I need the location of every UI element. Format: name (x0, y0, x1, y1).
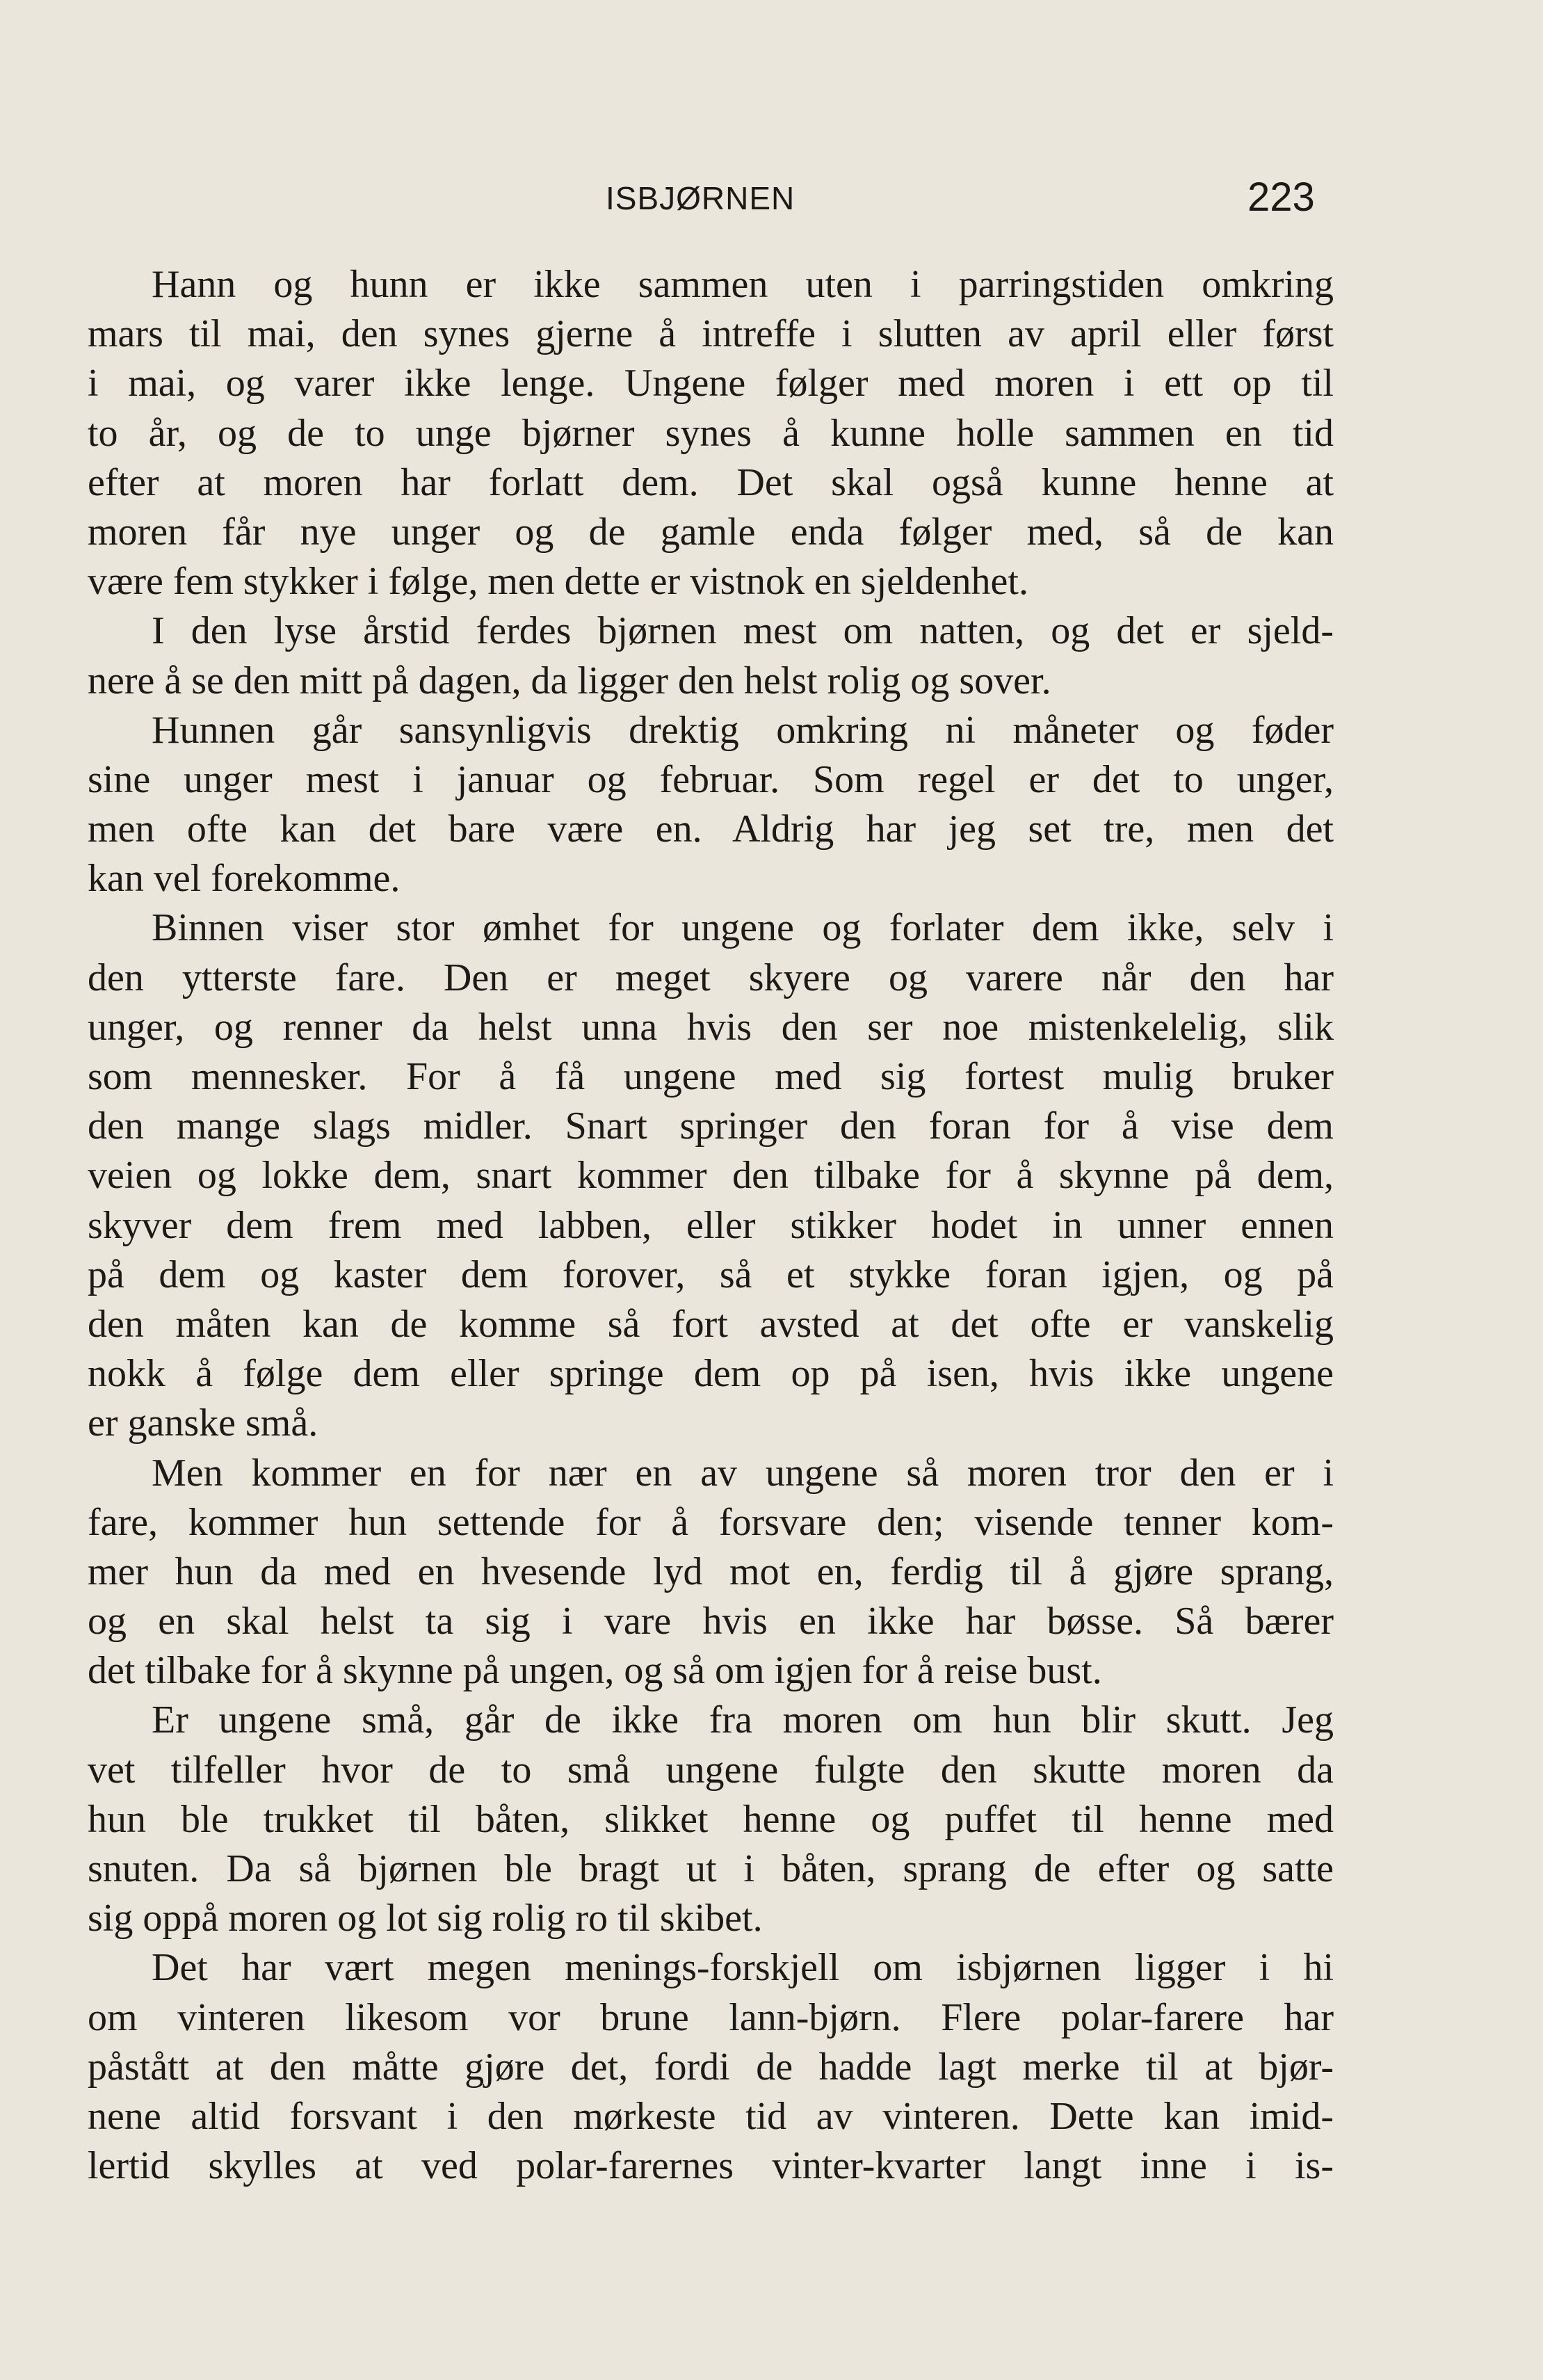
text-line: mars til mai, den synes gjerne å intreffe i slutten av april eller først (88, 312, 1334, 356)
text-line: unger, og renner da helst unna hvis den ser noe mistenkelelig, slik (88, 1005, 1334, 1049)
text-line: veien og lokke dem, snart kommer den tilbake for å skynne på dem, (88, 1154, 1334, 1198)
text-line: sine unger mest i januar og februar. Som regel er det to unger, (88, 757, 1334, 801)
text-line: nere å se den mitt på dagen, da ligger den helst rolig og sover. (88, 659, 1051, 702)
text-line: hun ble trukket til båten, slikket henne og puffet til henne med (88, 1797, 1334, 1841)
text-line: nene altid forsvant i den mørkeste tid av vinteren. Dette kan imid- (88, 2094, 1334, 2138)
page-number: 223 (1247, 175, 1315, 220)
text-line: i mai, og varer ikke lenge. Ungene følger med moren i ett op til (88, 362, 1334, 405)
text-line: skyver dem frem med labben, eller stikker hodet in unner ennen (88, 1203, 1334, 1247)
text-line: på dem og kaster dem forover, så et stykke foran igjen, og på (88, 1253, 1334, 1296)
text-line: Er ungene små, går de ikke fra moren om hun blir skutt. Jeg (152, 1698, 1334, 1742)
text-line: Hann og hunn er ikke sammen uten i parringstiden omkring (152, 263, 1334, 306)
text-line: kan vel forekomme. (88, 857, 401, 901)
text-line: den mange slags midler. Snart springer den foran for å vise dem (88, 1104, 1334, 1148)
text-line: om vinteren likesom vor brune lann-bjørn. Flere polar-farere har (88, 1995, 1334, 2039)
text-line: sig oppå moren og lot sig rolig ro til skibet. (88, 1897, 763, 1940)
text-line: mer hun da med en hvesende lyd mot en, ferdig til å gjøre sprang, (88, 1550, 1334, 1593)
text-line: påstått at den måtte gjøre det, fordi de hadde lagt merke til at bjør- (88, 2045, 1334, 2089)
text-line: Men kommer en for nær en av ungene så moren tror den er i (152, 1451, 1334, 1495)
text-line: Det har vært megen menings-forskjell om isbjørnen ligger i hi (152, 1946, 1334, 1990)
running-title: ISBJØRNEN (606, 180, 795, 216)
text-line: to år, og de to unge bjørner synes å kunne holle sammen en tid (88, 411, 1334, 455)
text-line: det tilbake for å skynne på ungen, og så om igjen for å reise bust. (88, 1649, 1102, 1693)
text-line: men ofte kan det bare være en. Aldrig har jeg set tre, men det (88, 807, 1334, 851)
body-text (88, 260, 1334, 2191)
text-line: vet tilfeller hvor de to små ungene fulgte den skutte moren da (88, 1748, 1334, 1792)
text-line: moren får nye unger og de gamle enda følger med, så de kan (88, 510, 1334, 554)
text-line: som mennesker. For å få ungene med sig fortest mulig bruker (88, 1055, 1334, 1098)
text-line: er ganske små. (88, 1401, 318, 1445)
text-line: fare, kommer hun settende for å forsvare den; visende tenner kom- (88, 1500, 1334, 1544)
text-line: Binnen viser stor ømhet for ungene og forlater dem ikke, selv i (152, 906, 1334, 950)
text-line: og en skal helst ta sig i vare hvis en ikke har bøsse. Så bærer (88, 1600, 1334, 1643)
text-line: den ytterste fare. Den er meget skyere og varere når den har (88, 956, 1334, 999)
text-line: lertid skylles at ved polar-farernes vinter-kvarter langt inne i is- (88, 2144, 1334, 2188)
text-line: være fem stykker i følge, men dette er vistnok en sjeldenhet. (88, 560, 1028, 604)
running-header (0, 172, 1543, 228)
text-line: Hunnen går sansynligvis drektig omkring ni måneter og føder (152, 708, 1334, 752)
text-line: I den lyse årstid ferdes bjørnen mest om natten, og det er sjeld- (152, 609, 1334, 653)
text-line: den måten kan de komme så fort avsted at det ofte er vanskelig (88, 1302, 1334, 1346)
text-line: efter at moren har forlatt dem. Det skal også kunne henne at (88, 460, 1334, 504)
text-line: snuten. Da så bjørnen ble bragt ut i båten, sprang de efter og satte (88, 1847, 1334, 1890)
text-line: nokk å følge dem eller springe dem op på isen, hvis ikke ungene (88, 1352, 1334, 1396)
